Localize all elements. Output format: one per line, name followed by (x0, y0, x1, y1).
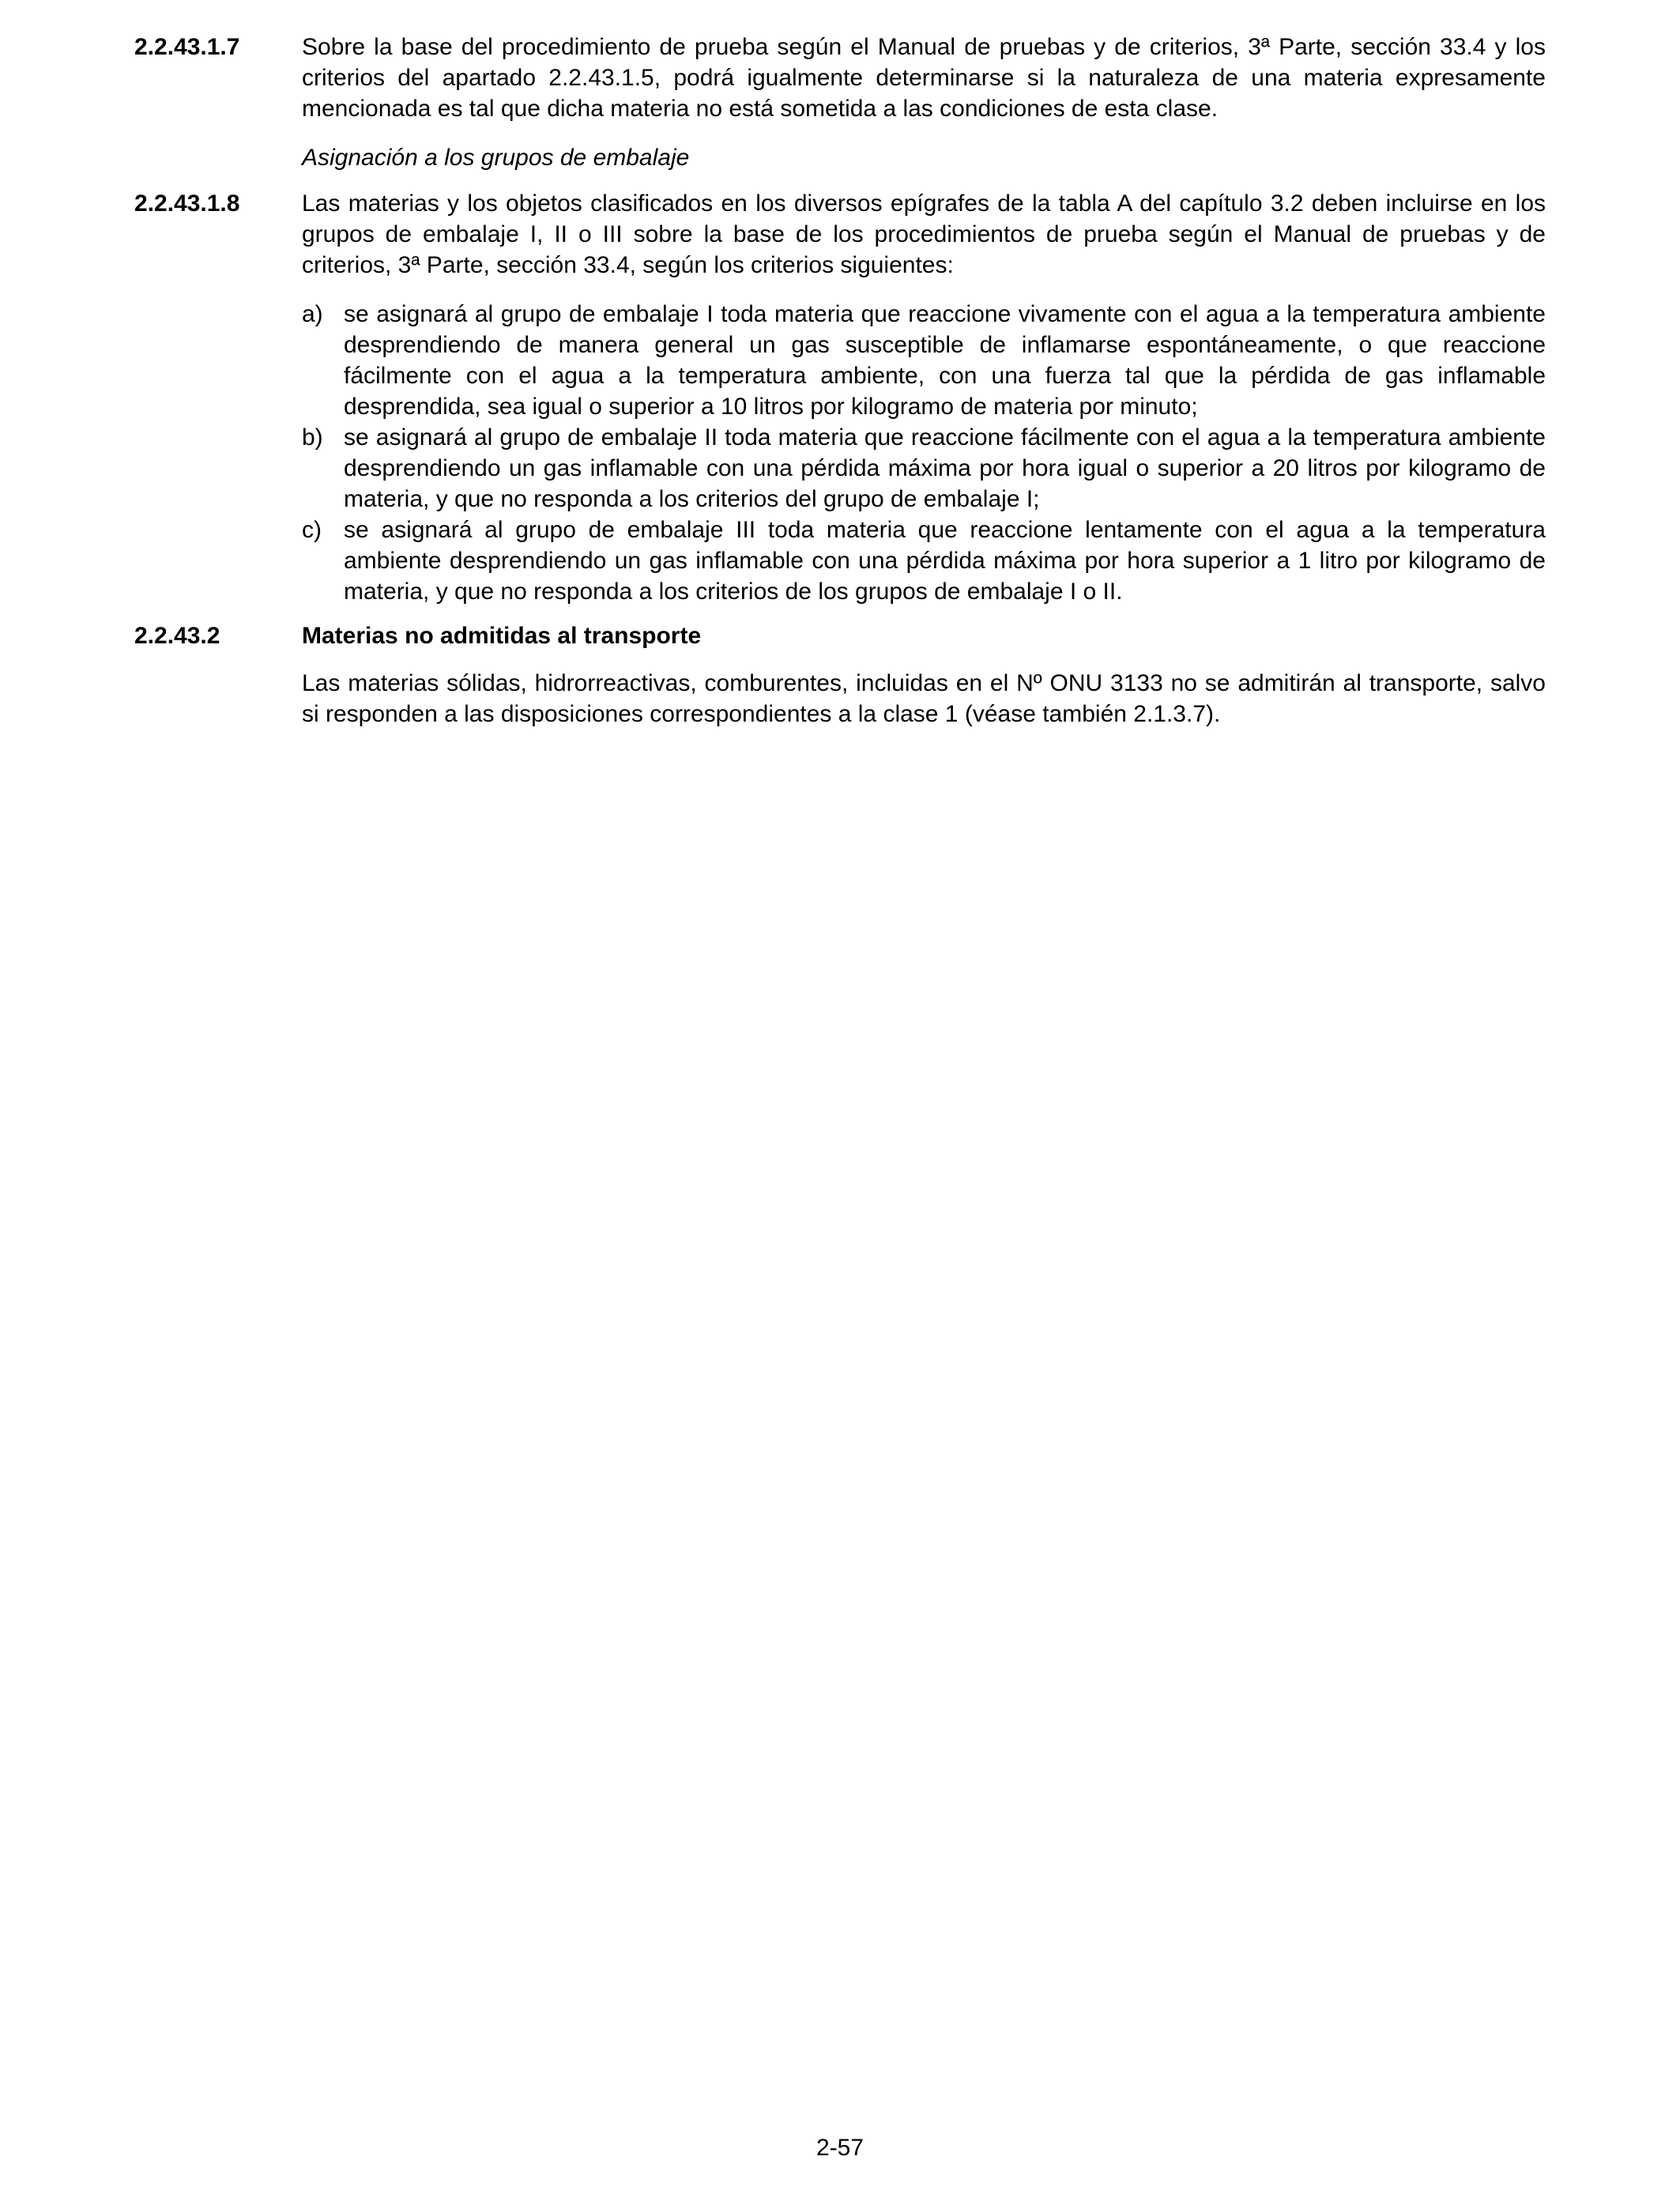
list-item (302, 299, 1546, 422)
section-paragraph (302, 32, 1546, 124)
list-item-text: se asignará al grupo de embalaje III toda materia que reaccione lentamente con el agua a la temperatura ambiente desprendiendo un gas inflamable con una pérdida máxima por hora superior a 1 litro por kilogramo de materia, y que no responda a los criterios de los grupos de embalaje I o II. (344, 517, 1546, 605)
list-item (302, 515, 1546, 607)
list-marker: b) (302, 424, 323, 450)
criteria-list (134, 299, 1546, 607)
list-item (302, 422, 1546, 515)
section-2-2-43-1-8 (134, 188, 1546, 281)
section-number: 2.2.43.2 (134, 623, 220, 649)
list-marker: c) (302, 517, 322, 543)
paragraph-text: Las materias y los objetos clasificados en los diversos epígrafes de la tabla A del capítulo 3.2 deben incluirse en los grupos de embalaje I, II o III sobre la base de los procedimientos de prueba según el Manual de pruebas y de criterios, 3ª Parte, sección 33.4, según los criterios siguientes: (302, 190, 1546, 278)
section-paragraph (302, 668, 1546, 729)
section-number: 2.2.43.1.8 (134, 190, 240, 217)
section-heading: Materias no admitidas al transporte (302, 623, 702, 649)
list-item-text: se asignará al grupo de embalaje II toda materia que reaccione fácilmente con el agua a la temperatura ambiente desprendiendo un gas inflamable con una pérdida máxima por hora igual o superior a 20 litros por kilogramo de materia, y que no responda a los criterios del grupo de embalaje I; (344, 424, 1546, 512)
criteria-list-body (302, 299, 1546, 607)
list-marker: a) (302, 301, 323, 327)
subheading-block (134, 142, 1546, 173)
paragraph-text: Sobre la base del procedimiento de prueba según el Manual de pruebas y de criterios, 3ª Parte, sección 33.4 y los criterios del apartado 2.2.43.1.5, podrá igualmente determinarse si la naturaleza de una materia expresamente mencionada es tal que dicha materia no está sometida a las condiciones de esta clase. (302, 34, 1546, 122)
subheading-packing-groups: Asignación a los grupos de embalaje (302, 145, 690, 171)
section-2-2-43-2-body (134, 668, 1546, 729)
section-2-2-43-1-7 (134, 32, 1546, 124)
section-paragraph (302, 188, 1546, 281)
page-number: 2-57 (816, 2135, 864, 2161)
section-number: 2.2.43.1.7 (134, 34, 240, 60)
list-item-text: se asignará al grupo de embalaje I toda materia que reaccione vivamente con el agua a la temperatura ambiente desprendiendo de manera general un gas susceptible de inflamarse espontáneamente, o que reaccione fácilmente con el agua a la temperatura ambiente, con una fuerza tal que la pérdida de gas inflamable desprendida, sea igual o superior a 10 litros por kilogramo de materia por minuto; (344, 301, 1546, 420)
section-2-2-43-2 (134, 620, 1546, 651)
paragraph-text: Las materias sólidas, hidrorreactivas, comburentes, incluidas en el Nº ONU 3133 no se admitirán al transporte, salvo si responden a las disposiciones correspondientes a la clase 1 (véase también 2.1.3.7). (302, 670, 1546, 727)
